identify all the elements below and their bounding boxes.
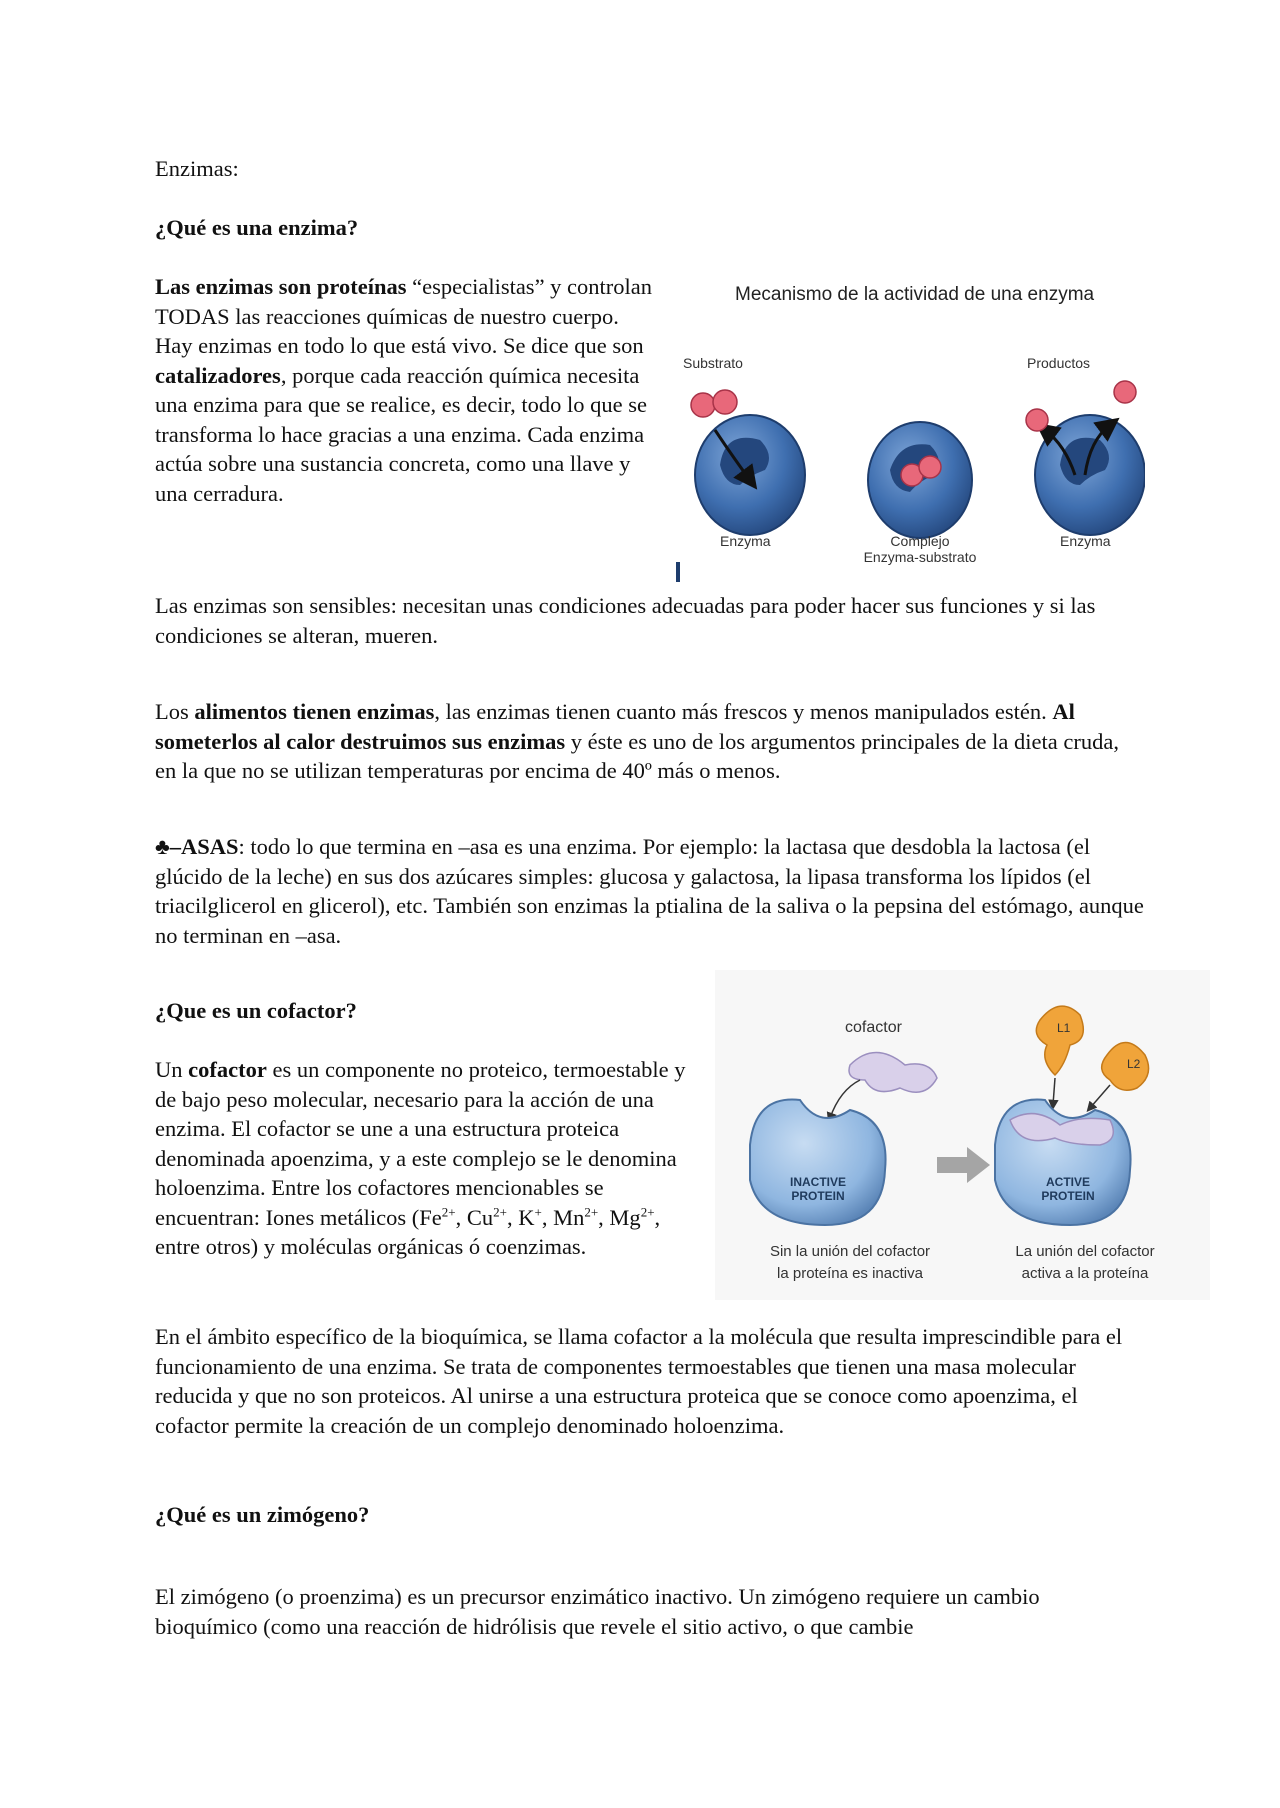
bold-asas: –ASAS [169, 834, 239, 859]
figure-cofactor [715, 970, 1210, 1300]
inactive-label-1: INACTIVE [789, 1175, 847, 1189]
enzyme-substrate-complex [868, 422, 972, 538]
inactive-label-2: PROTEIN [791, 1189, 845, 1203]
ligand-l1 [1036, 1006, 1083, 1075]
paragraph-enzimas-sensibles: Las enzimas son sensibles: necesitan unas condiciones adecuadas para poder hacer sus funciones y si las condiciones se alteran, mueren. [155, 593, 1096, 648]
bold-cofactor: cofactor [188, 1057, 267, 1082]
figure1-marker [676, 562, 680, 582]
paragraph-cofactor-bioquimica: En el ámbito específico de la bioquímica, se llama cofactor a la molécula que resulta imprescindible para el funcionamiento de una enzima. Se trata de componentes termoestables que tienen una masa molecular reducida y que no son proteicos. Al unirse a una estructura proteica que se conoce como apoenzima, el cofactor permite la creación de un complejo denominado holoenzima. [155, 1324, 1123, 1438]
heading-que-es-cofactor: ¿Que es un cofactor? [155, 998, 357, 1023]
figure2-l1-label: L1 [1057, 1021, 1071, 1035]
transition-arrow [937, 1147, 990, 1183]
cofactor-shape [849, 1053, 937, 1093]
figure1-enzyme-label-left: Enzyma [720, 533, 771, 549]
bold-catalizadores: catalizadores [155, 362, 281, 388]
figure2-caption-left-1: Sin la unión del cofactor [769, 1243, 931, 1260]
paragraph-zimogeno: El zimógeno (o proenzima) es un precursor enzimático inactivo. Un zimógeno requiere un cambio bioquímico (como una reacción de hidrólisis que revele el sitio activo, o que cambie [155, 1584, 1040, 1639]
paragraph-asas: ♣–ASAS: todo lo que termina en –asa es una enzima. Por ejemplo: la lactasa que desdobla la lactosa (el glúcido de la leche) en sus dos azúcares simples: glucosa y galactosa, la lipasa transforma los lípidos (el triacilglicerol en glicerol), etc. También son enzimas la ptialina de la saliva o la pepsina del estómago, aunque no terminan en –asa. [155, 834, 1144, 948]
bold-enzimas-proteinas: Las enzimas son proteínas [155, 274, 407, 299]
figure1-products-label: Productos [1027, 355, 1091, 371]
inactive-protein [750, 1100, 886, 1225]
figure1-complex-label-1: Complejo [890, 533, 950, 549]
active-label-1: ACTIVE [1045, 1175, 1091, 1189]
substrate-molecule [691, 390, 737, 417]
ligand-l2 [1102, 1043, 1149, 1091]
heading-que-es-enzima: ¿Qué es una enzima? [155, 215, 359, 240]
enzyme-left [695, 415, 805, 535]
bold-calor-enzimas: Al someterlos al calor destruimos sus enzimas [155, 699, 1075, 754]
active-label-2: PROTEIN [1041, 1189, 1095, 1203]
heading-que-es-zimogeno: ¿Qué es un zimógeno? [155, 1502, 370, 1527]
active-protein [995, 1100, 1131, 1225]
document-title: Enzimas: [155, 156, 239, 181]
paragraph-alimentos-enzimas: Los alimentos tienen enzimas, las enzimas tienen cuanto más frescos y menos manipulados estén. Al someterlos al calor destruimos sus enzimas y éste es uno de los argumentos principales de la dieta cruda, en la que no se utilizan temperaturas por encima de 40º más o menos. [155, 699, 1119, 783]
figure2-cofactor-label: cofactor [845, 1019, 902, 1036]
figure1-complex-label-2: Enzyma-substrato [863, 549, 977, 565]
figure1-title: Mecanismo de la actividad de una enzyma [735, 284, 1095, 305]
figure1-enzyme-label-right: Enzyma [1060, 533, 1111, 549]
paragraph-cofactor-definition: Un cofactor es un componente no proteico, termoestable y de bajo peso molecular, necesario para la acción de una enzima. El cofactor se une a una estructura proteica denominada apoenzima, y a este complejo se le denomina holoenzima. Entre los cofactores mencionables se encuentran: Iones metálicos ($Fe^{2+}$, $Cu^{2+}$, K+, $Mn^{2+}$, $Mg^{2+}$, entre otros) y moléculas orgánicas ó coenzimas. [155, 1057, 686, 1259]
club-suit-icon: ♣ [155, 834, 170, 859]
enzyme-right [1035, 415, 1145, 535]
paragraph-enzima-definition: Las enzimas son proteínas “especialistas” y controlan TODAS las reacciones químicas de nuestro cuerpo. Hay enzimas en todo lo que está vivo. Se dice que son catalizadores, porque cada reacción química necesita una enzima para que se realice, es decir, todo lo que se transforma lo hace gracias a una enzima. Cada enzima actúa sobre una sustancia concreta, como una llave y una cerradura. [155, 274, 653, 506]
figure2-caption-left-2: la proteína es inactiva [777, 1265, 923, 1282]
figure2-l2-label: L2 [1127, 1057, 1141, 1071]
figure1-substrate-label: Substrato [683, 355, 743, 371]
figure2-caption-right-1: La unión del cofactor [1015, 1243, 1155, 1260]
figure-enzyme-mechanism [665, 270, 1145, 590]
figure2-caption-right-2: activa a la proteína [1021, 1265, 1149, 1282]
bold-alimentos-enzimas: alimentos tienen enzimas [194, 699, 435, 724]
